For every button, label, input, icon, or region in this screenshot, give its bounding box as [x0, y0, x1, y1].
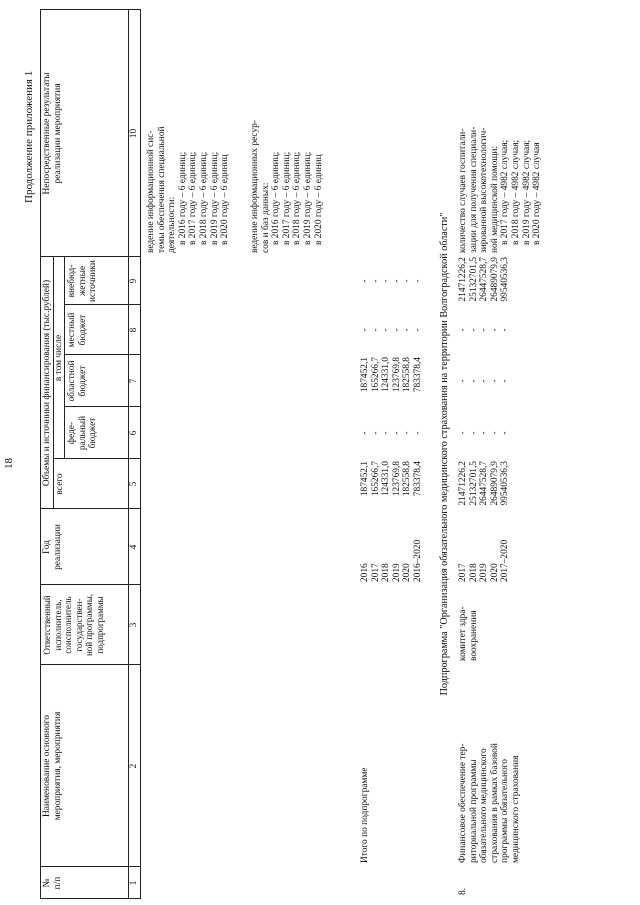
colnum-3: 3	[129, 622, 139, 628]
colnum-7: 7	[129, 378, 139, 384]
colnum-10: 10	[129, 128, 139, 139]
total-row-total: 187452,1 165266,7 124331,0 123769,8 182558,8 783378,4	[360, 461, 423, 497]
header-total: всего	[55, 473, 65, 495]
row8-number: 8.	[458, 887, 468, 895]
total-row-years: 2016 2017 2018 2019 2020 2016–2020	[360, 539, 423, 582]
colnum-9: 9	[129, 278, 139, 284]
results-block-2: ведение информационных ресур- сов и баз данных: в 2016 году – 6 единиц; в 2017 году – 6 единиц; в 2018 году – 6 единиц; в 2019 году – 6 единиц; в 2020 году – 6 единиц	[250, 120, 324, 253]
row8-years: 2017 2018 2019 2020 2017–2020	[458, 539, 511, 582]
row8-total: 21471226,2 25132701,5 26447528,7 26489079,9 99540536,3	[458, 461, 511, 506]
header-year: Год реализации	[42, 524, 63, 570]
colnum-bottom-line	[140, 9, 141, 899]
header-results: Непосредственные результаты реализации мероприятия	[42, 72, 63, 195]
row8-name: Финансовое обеспечение тер- риториальной программы обязательного медицинского страхования в рамках базовой программы обязательного медицинского страхования	[458, 743, 521, 863]
colnum-5: 5	[129, 481, 139, 487]
colnum-6: 6	[129, 430, 139, 436]
results-block-1: ведение информационной сис- темы обеспечения специальной деятельности: в 2016 году – 6 единиц; в 2017 году – 6 единиц; в 2018 году – 6 единиц; в 2019 году – 6 единиц; в 2020 году – 6 единиц	[146, 126, 231, 253]
total-row-extrabudget: - - - - - -	[360, 279, 423, 283]
total-row-regional: 187452,1 165266,7 124331,0 123769,8 182558,8 783378,4	[360, 357, 423, 393]
header-regional: областной бюджет	[67, 360, 88, 402]
header-federal: феде- ральный бюджет	[67, 415, 99, 451]
total-row-local: - - - - - -	[360, 328, 423, 332]
header-including: в том числе	[54, 334, 64, 382]
row8-federal: - - - - -	[458, 431, 511, 435]
row8-responsible: комитет здра- воохранения	[458, 606, 479, 661]
header-local: местный бюджет	[67, 312, 88, 348]
header-no: № п/п	[42, 876, 63, 890]
subprogram-title: Подпрограмма "Организация обязательного медицинского страхования на территории Волгоградской области"	[439, 212, 450, 696]
row8-regional: - - - - -	[458, 379, 511, 383]
colnum-1: 1	[129, 880, 139, 886]
page-number: 18	[3, 458, 15, 469]
continuation-label: Продолжение приложения 1	[23, 70, 35, 203]
colnum-8: 8	[129, 327, 139, 333]
total-row-federal: - - - - - -	[360, 431, 423, 435]
colnum-4: 4	[129, 544, 139, 550]
table-border-top	[40, 9, 41, 899]
header-funding-title: Объемы и источники финансирования (тыс.рублей)	[42, 279, 52, 487]
total-row-label: Итого по подпрограмме	[360, 767, 370, 863]
row8-results: количество случаев госпитали- зации для получения специали- зированной высокотехнологич- ной медицинской помощи: в 2017 году – 4982 случая; в 2018 году – 4982 случая; в 2019 году – 4982 случая; в 2020 году – 4982 случая	[458, 126, 543, 253]
colnum-2: 2	[129, 763, 139, 769]
header-extrabudget: внебюд- жетные источники	[67, 260, 99, 302]
header-name: Наименование основного мероприятия, мероприятия	[42, 711, 63, 821]
header-responsible: Ответственный исполнитель, соисполнитель государствен- ной программы, подпрограммы	[42, 593, 105, 657]
row8-local: - - - - -	[458, 328, 511, 332]
row8-extrabudget: 21471226,2 25132701,5 26447528,7 26489079,9 99540536,3	[458, 257, 511, 302]
